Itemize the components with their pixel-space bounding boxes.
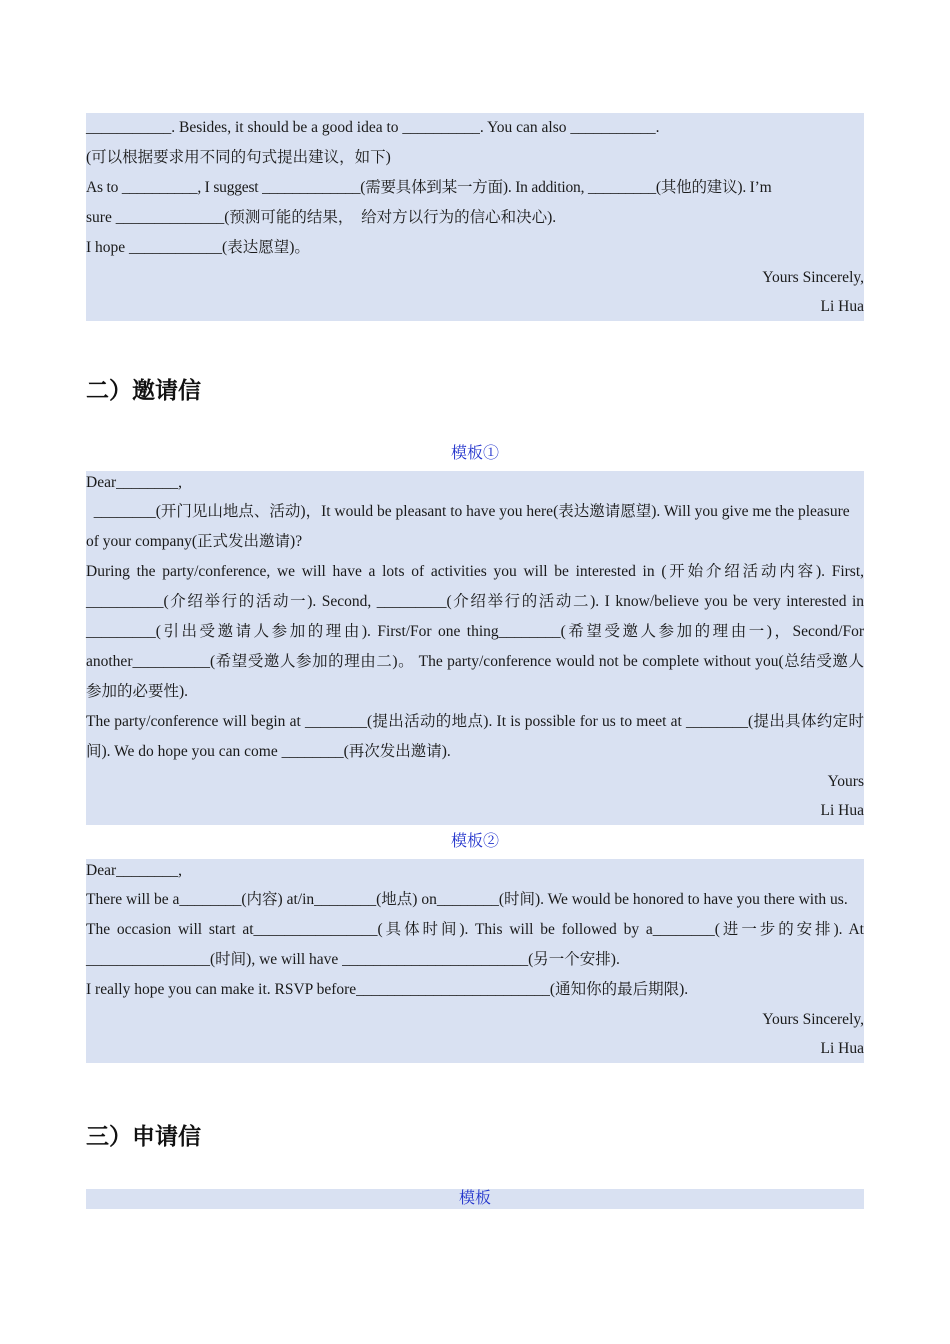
template-1-para-1: ________(开门见山地点、活动)，It would be pleasant to have you here(表达邀请愿望). Will you give me the pleasure of your company(正式发出邀请)? [86,503,854,550]
template-2-greeting: Dear________, [86,862,182,879]
template-2-signature: Li Hua [820,1040,864,1057]
advice-signature: Li Hua [820,298,864,315]
template-2-para-1: There will be a________(内容) at/in________(地点) on________(时间). We would be honored to have you there with us. [86,891,848,908]
template-1-para-3: The party/conference will begin at ________(提出活动的地点). It is possible for us to meet at ________(提出具体约定时间). We do hope you can come ________(再次发出邀请). [86,713,864,760]
template-2-para-3: I really hope you can make it. RSVP before_________________________(通知你的最后期限). [86,981,689,998]
template-2-closing: Yours Sincerely, [762,1011,864,1028]
invitation-section-title: 二）邀请信 [86,378,201,404]
invitation-template-1-box [86,471,864,825]
template-1-signature: Li Hua [820,802,864,819]
advice-closing: Yours Sincerely, [762,269,864,286]
advice-line-3: As to __________, I suggest _____________(需要具体到某一方面). In addition, _________(其他的建议). I’m [86,179,772,196]
template-1-label: 模板① [450,445,499,462]
template-2-para-2: The occasion will start at________________(具体时间). This will be followed by a________(进一步的安排). At ________________(时间), we will have ________________________(另一个安排). [86,921,864,968]
advice-line-2: (可以根据要求用不同的句式提出建议，如下) [86,149,391,166]
template-1-para-2: During the party/conference, we will have a lots of activities you will be interested in (开始介绍活动内容). First, __________(介绍举行的活动一). Second, _________(介绍举行的活动二). I know/believe you be very interested in _________(引出受邀请人参加的理由). First/For one thing________(希望受邀人参加的理由一)，Second/For another__________(希望受邀人参加的理由二)。 The party/conference would not be complete without you(总结受邀人参加的必要性). [86,563,864,700]
invitation-template-2-box [86,859,864,1063]
advice-letter-box [86,113,864,321]
advice-line-4: sure ______________(预测可能的结果， 给对方以行为的信心和决心). [86,209,557,226]
advice-line-1: ___________. Besides, it should be a good idea to __________. You can also ___________. [86,119,660,136]
advice-line-5: I hope ____________(表达愿望)。 [86,239,310,256]
template-1-closing: Yours [827,773,864,790]
application-section-title: 三）申请信 [86,1124,201,1150]
application-template-label: 模板 [86,1189,864,1209]
template-2-label: 模板② [450,833,499,850]
template-1-greeting: Dear________, [86,474,182,491]
